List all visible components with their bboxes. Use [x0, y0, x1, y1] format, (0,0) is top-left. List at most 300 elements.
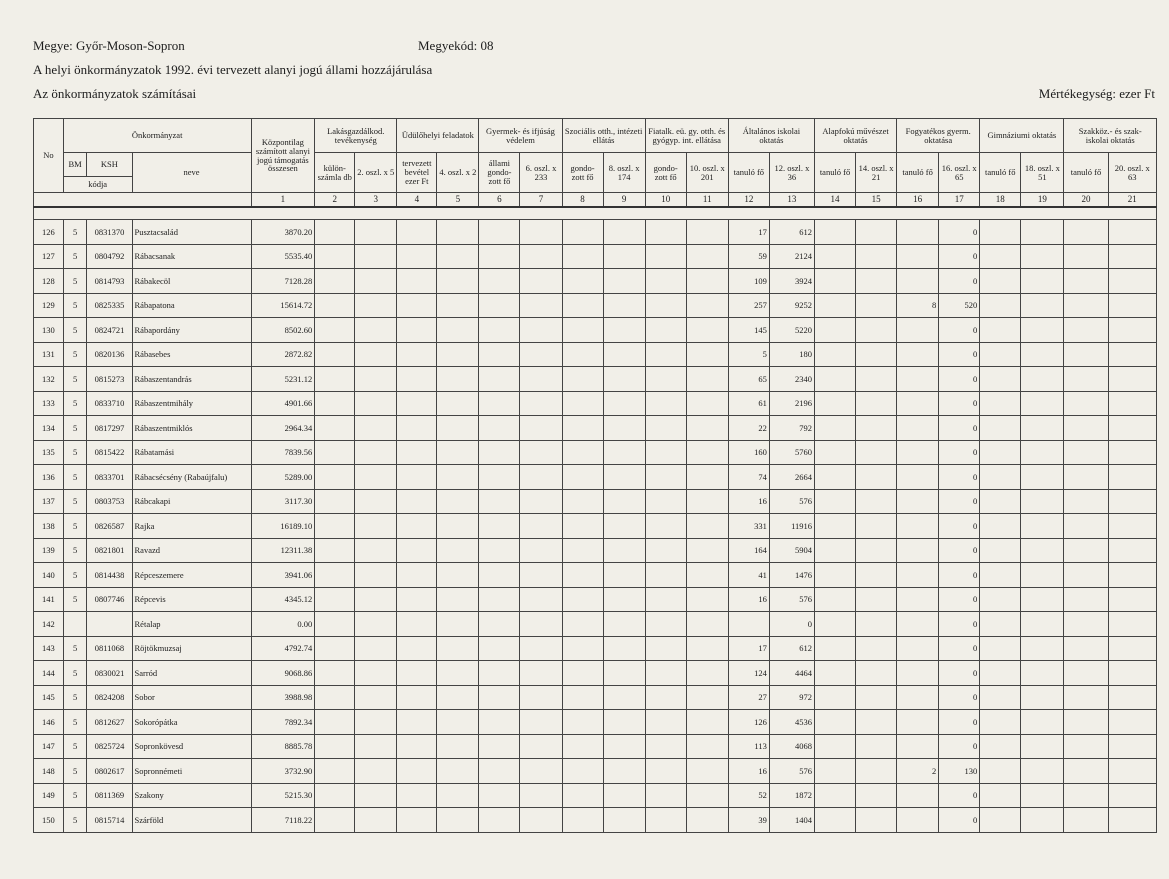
empty-cell: [1108, 440, 1156, 465]
municipality-name: Sopronkövesd: [132, 734, 251, 759]
primary-students: 39: [728, 808, 769, 833]
empty-cell: [315, 244, 355, 269]
empty-cell: [479, 220, 520, 245]
empty-cell: [562, 391, 603, 416]
row-number: 147: [34, 734, 64, 759]
empty-cell: [1021, 514, 1064, 539]
empty-cell: [355, 734, 397, 759]
empty-cell: [479, 465, 520, 490]
primary-amount: 792: [769, 416, 814, 441]
municipality-name: Rábasebes: [132, 342, 251, 367]
table-body: [34, 207, 1157, 833]
empty-cell: [1064, 269, 1108, 294]
empty-cell: [397, 293, 437, 318]
empty-cell: [856, 563, 897, 588]
empty-cell: [315, 489, 355, 514]
empty-cell: [315, 612, 355, 637]
bm-code: 5: [63, 514, 87, 539]
empty-cell: [397, 269, 437, 294]
table-row: [34, 710, 1157, 735]
row-number: 148: [34, 759, 64, 784]
empty-cell: [686, 220, 728, 245]
empty-cell: [397, 367, 437, 392]
primary-amount: 9252: [769, 293, 814, 318]
table-row: [34, 465, 1157, 490]
empty-cell: [520, 636, 562, 661]
empty-cell: [355, 563, 397, 588]
empty-cell: [1064, 220, 1108, 245]
empty-cell: [315, 759, 355, 784]
primary-amount: 2340: [769, 367, 814, 392]
empty-cell: [645, 685, 686, 710]
empty-cell: [520, 563, 562, 588]
municipality-name: Rábatamási: [132, 440, 251, 465]
total-support: 0.00: [251, 612, 315, 637]
empty-cell: [1064, 391, 1108, 416]
empty-cell: [437, 587, 479, 612]
row-number: 133: [34, 391, 64, 416]
empty-cell: [686, 759, 728, 784]
municipality-name: Rábapordány: [132, 318, 251, 343]
ksh-code: 0807746: [87, 587, 132, 612]
empty-cell: [1108, 808, 1156, 833]
row-number: 126: [34, 220, 64, 245]
empty-cell: [815, 440, 856, 465]
ksh-code: 0833701: [87, 465, 132, 490]
empty-cell: [1021, 661, 1064, 686]
empty-cell: [562, 416, 603, 441]
empty-cell: [980, 269, 1021, 294]
empty-cell: [397, 734, 437, 759]
empty-cell: [437, 783, 479, 808]
group-header-disabled-education: Fogyatékos gyerm. oktatása: [897, 119, 980, 153]
empty-cell: [1064, 342, 1108, 367]
empty-cell: [856, 734, 897, 759]
disabled-students: [897, 367, 939, 392]
empty-cell: [603, 244, 645, 269]
empty-cell: [437, 514, 479, 539]
empty-cell: [603, 783, 645, 808]
disabled-students: [897, 440, 939, 465]
empty-cell: [856, 685, 897, 710]
empty-cell: [815, 465, 856, 490]
row-number: 129: [34, 293, 64, 318]
table-row: [34, 416, 1157, 441]
empty-cell: [1064, 710, 1108, 735]
empty-cell: [980, 514, 1021, 539]
empty-cell: [397, 465, 437, 490]
bm-code: 5: [63, 367, 87, 392]
primary-students: 145: [728, 318, 769, 343]
disabled-students: [897, 416, 939, 441]
empty-cell: [1108, 783, 1156, 808]
bm-code: 5: [63, 685, 87, 710]
empty-cell: [1021, 440, 1064, 465]
empty-cell: [980, 685, 1021, 710]
document-subtitle: Az önkormányzatok számításai: [33, 86, 197, 101]
column-number: 13: [769, 193, 814, 207]
bm-code: 5: [63, 538, 87, 563]
total-support: 4792.74: [251, 636, 315, 661]
empty-cell: [562, 734, 603, 759]
empty-cell: [1021, 759, 1064, 784]
empty-cell: [520, 685, 562, 710]
empty-cell: [1021, 465, 1064, 490]
empty-cell: [1108, 759, 1156, 784]
empty-cell: [479, 293, 520, 318]
empty-cell: [479, 685, 520, 710]
empty-cell: [645, 391, 686, 416]
primary-students: 52: [728, 783, 769, 808]
empty-cell: [315, 367, 355, 392]
disabled-students: [897, 808, 939, 833]
empty-cell: [520, 293, 562, 318]
disabled-amount: 0: [939, 538, 980, 563]
empty-cell: [603, 269, 645, 294]
empty-cell: [1021, 808, 1064, 833]
table-row: [34, 587, 1157, 612]
bm-code: 5: [63, 342, 87, 367]
ksh-code: 0802617: [87, 759, 132, 784]
empty-cell: [980, 587, 1021, 612]
empty-cell: [479, 710, 520, 735]
primary-students: 5: [728, 342, 769, 367]
table-row: [34, 391, 1157, 416]
empty-cell: [397, 440, 437, 465]
empty-cell: [603, 759, 645, 784]
column-number: 19: [1021, 193, 1064, 207]
disabled-amount: 0: [939, 710, 980, 735]
ksh-code: 0824208: [87, 685, 132, 710]
empty-cell: [355, 269, 397, 294]
empty-cell: [686, 416, 728, 441]
empty-cell: [980, 808, 1021, 833]
subheader-col-18: tanuló fő: [980, 153, 1021, 193]
primary-amount: 2664: [769, 465, 814, 490]
ksh-code: 0804792: [87, 244, 132, 269]
empty-cell: [437, 661, 479, 686]
empty-cell: [980, 293, 1021, 318]
empty-cell: [315, 636, 355, 661]
empty-cell: [1064, 636, 1108, 661]
ksh-code: 0825724: [87, 734, 132, 759]
subheader-col-4: tervezett bevétel ezer Ft: [397, 153, 437, 193]
ksh-code: 0812627: [87, 710, 132, 735]
empty-cell: [856, 342, 897, 367]
row-number: 139: [34, 538, 64, 563]
empty-cell: [520, 244, 562, 269]
subheader-col-7: 6. oszl. x 233: [520, 153, 562, 193]
empty-cell: [437, 269, 479, 294]
empty-cell: [1021, 636, 1064, 661]
group-header-housing: Lakásgazdálkod. tevékenység: [315, 119, 397, 153]
disabled-students: [897, 563, 939, 588]
empty-cell: [397, 808, 437, 833]
empty-cell: [479, 661, 520, 686]
name-header: neve: [132, 153, 251, 193]
empty-cell: [645, 710, 686, 735]
empty-cell: [397, 759, 437, 784]
bm-code: [63, 612, 87, 637]
empty-cell: [856, 440, 897, 465]
disabled-students: [897, 538, 939, 563]
group-header-vocational-school: Szakköz.- és szak- iskolai oktatás: [1064, 119, 1157, 153]
primary-amount: 2196: [769, 391, 814, 416]
primary-students: [728, 612, 769, 637]
municipality-name: Sobor: [132, 685, 251, 710]
empty-cell: [355, 612, 397, 637]
empty-cell: [315, 318, 355, 343]
row-number: 131: [34, 342, 64, 367]
empty-cell: [1021, 710, 1064, 735]
primary-students: 124: [728, 661, 769, 686]
empty-cell: [645, 734, 686, 759]
table-row: [34, 563, 1157, 588]
municipality-name: Rábacsanak: [132, 244, 251, 269]
empty-cell: [1021, 538, 1064, 563]
empty-cell: [686, 244, 728, 269]
empty-cell: [1064, 783, 1108, 808]
subheader-col-8: gondo- zott fő: [562, 153, 603, 193]
empty-cell: [479, 636, 520, 661]
empty-cell: [686, 563, 728, 588]
empty-cell: [1021, 685, 1064, 710]
bm-code: 5: [63, 563, 87, 588]
empty-cell: [315, 465, 355, 490]
total-support: 8502.60: [251, 318, 315, 343]
empty-cell: [479, 440, 520, 465]
disabled-students: [897, 685, 939, 710]
empty-cell: [562, 710, 603, 735]
total-support: 7128.28: [251, 269, 315, 294]
table-row: [34, 685, 1157, 710]
primary-amount: 612: [769, 636, 814, 661]
ksh-code: 0833710: [87, 391, 132, 416]
empty-cell: [479, 734, 520, 759]
empty-cell: [562, 367, 603, 392]
bm-code: 5: [63, 759, 87, 784]
empty-cell: [562, 685, 603, 710]
empty-cell: [520, 416, 562, 441]
empty-cell: [815, 759, 856, 784]
bm-code: 5: [63, 465, 87, 490]
empty-cell: [479, 563, 520, 588]
empty-cell: [815, 269, 856, 294]
empty-cell: [1108, 636, 1156, 661]
primary-amount: 612: [769, 220, 814, 245]
disabled-amount: 0: [939, 587, 980, 612]
subheader-col-9: 8. oszl. x 174: [603, 153, 645, 193]
primary-amount: 1404: [769, 808, 814, 833]
empty-cell: [815, 416, 856, 441]
disabled-students: [897, 318, 939, 343]
empty-cell: [520, 342, 562, 367]
disabled-students: 8: [897, 293, 939, 318]
table-row: [34, 612, 1157, 637]
row-number: 140: [34, 563, 64, 588]
empty-cell: [1064, 685, 1108, 710]
primary-amount: 1476: [769, 563, 814, 588]
empty-cell: [856, 293, 897, 318]
empty-cell: [815, 808, 856, 833]
empty-cell: [355, 636, 397, 661]
total-support: 5231.12: [251, 367, 315, 392]
empty-cell: [562, 538, 603, 563]
primary-students: 17: [728, 636, 769, 661]
primary-students: 27: [728, 685, 769, 710]
primary-students: 126: [728, 710, 769, 735]
empty-cell: [1108, 612, 1156, 637]
empty-cell: [1108, 293, 1156, 318]
empty-cell: [520, 440, 562, 465]
empty-cell: [603, 587, 645, 612]
bm-code: 5: [63, 269, 87, 294]
empty-cell: [815, 612, 856, 637]
empty-cell: [1108, 710, 1156, 735]
empty-cell: [645, 612, 686, 637]
empty-cell: [856, 808, 897, 833]
empty-cell: [520, 734, 562, 759]
empty-cell: [397, 710, 437, 735]
disabled-amount: 0: [939, 367, 980, 392]
empty-cell: [856, 587, 897, 612]
empty-cell: [520, 318, 562, 343]
table-row: [34, 318, 1157, 343]
table-row: [34, 293, 1157, 318]
disabled-amount: 0: [939, 636, 980, 661]
empty-cell: [562, 514, 603, 539]
empty-cell: [603, 612, 645, 637]
empty-cell: [520, 367, 562, 392]
total-support: 7892.34: [251, 710, 315, 735]
municipality-name: Sopronnémeti: [132, 759, 251, 784]
bm-code: 5: [63, 440, 87, 465]
empty-cell: [437, 220, 479, 245]
empty-cell: [437, 636, 479, 661]
empty-cell: [603, 220, 645, 245]
ksh-code: 0811369: [87, 783, 132, 808]
column-number: 16: [897, 193, 939, 207]
column-number: 8: [562, 193, 603, 207]
empty-cell: [645, 587, 686, 612]
disabled-students: [897, 612, 939, 637]
disabled-students: [897, 710, 939, 735]
empty-cell: [479, 244, 520, 269]
row-number: 149: [34, 783, 64, 808]
empty-cell: [856, 244, 897, 269]
empty-cell: [1021, 612, 1064, 637]
row-number: 138: [34, 514, 64, 539]
empty-cell: [562, 244, 603, 269]
empty-cell: [315, 342, 355, 367]
municipality-name: Szakony: [132, 783, 251, 808]
empty-cell: [1021, 734, 1064, 759]
empty-cell: [1021, 416, 1064, 441]
empty-cell: [437, 465, 479, 490]
ksh-code: 0815714: [87, 808, 132, 833]
row-number: 127: [34, 244, 64, 269]
empty-cell: [815, 661, 856, 686]
column-number: 1: [251, 193, 315, 207]
empty-cell: [603, 808, 645, 833]
document-title: A helyi önkormányzatok 1992. évi tervezett alanyi jogú állami hozzájárulása: [33, 62, 433, 77]
disabled-students: [897, 220, 939, 245]
empty-cell: [479, 783, 520, 808]
ksh-code: 0817297: [87, 416, 132, 441]
bm-code: 5: [63, 391, 87, 416]
municipality-name: Répcevis: [132, 587, 251, 612]
column-number: 2: [315, 193, 355, 207]
column-number: 18: [980, 193, 1021, 207]
primary-amount: 576: [769, 587, 814, 612]
municipality-name: Röjtökmuzsaj: [132, 636, 251, 661]
empty-cell: [520, 514, 562, 539]
empty-cell: [645, 759, 686, 784]
table-row: [34, 342, 1157, 367]
disabled-amount: 0: [939, 244, 980, 269]
total-support: 5535.40: [251, 244, 315, 269]
empty-cell: [437, 293, 479, 318]
empty-cell: [603, 489, 645, 514]
bm-header: BM: [63, 153, 87, 177]
empty-cell: [1108, 318, 1156, 343]
empty-cell: [686, 783, 728, 808]
empty-cell: [397, 563, 437, 588]
column-number: 5: [437, 193, 479, 207]
municipality-name: Rábacsécsény (Rabaújfalu): [132, 465, 251, 490]
disabled-students: [897, 636, 939, 661]
column-number: 3: [355, 193, 397, 207]
empty-cell: [980, 244, 1021, 269]
empty-cell: [1064, 759, 1108, 784]
bm-code: 5: [63, 661, 87, 686]
bm-code: 5: [63, 489, 87, 514]
empty-cell: [1064, 563, 1108, 588]
empty-cell: [1064, 489, 1108, 514]
empty-cell: [1108, 391, 1156, 416]
empty-cell: [686, 293, 728, 318]
empty-cell: [479, 808, 520, 833]
allocation-table: [33, 118, 1157, 833]
empty-cell: [397, 685, 437, 710]
empty-cell: [397, 514, 437, 539]
empty-cell: [1021, 220, 1064, 245]
column-number: 9: [603, 193, 645, 207]
primary-amount: 180: [769, 342, 814, 367]
empty-cell: [856, 367, 897, 392]
primary-students: 16: [728, 587, 769, 612]
empty-cell: [815, 293, 856, 318]
empty-cell: [686, 612, 728, 637]
empty-cell: [562, 808, 603, 833]
empty-cell: [397, 318, 437, 343]
ksh-code: 0811068: [87, 636, 132, 661]
disabled-students: [897, 269, 939, 294]
bm-code: 5: [63, 416, 87, 441]
row-number: 134: [34, 416, 64, 441]
empty-cell: [980, 440, 1021, 465]
primary-amount: 576: [769, 759, 814, 784]
empty-cell: [520, 587, 562, 612]
total-support: 4901.66: [251, 391, 315, 416]
empty-cell: [815, 342, 856, 367]
empty-cell: [355, 808, 397, 833]
subheader-col-14: tanuló fő: [815, 153, 856, 193]
empty-cell: [1064, 661, 1108, 686]
primary-amount: 0: [769, 612, 814, 637]
empty-cell: [315, 440, 355, 465]
group-header-resort: Üdülőhelyi feladatok: [397, 119, 479, 153]
